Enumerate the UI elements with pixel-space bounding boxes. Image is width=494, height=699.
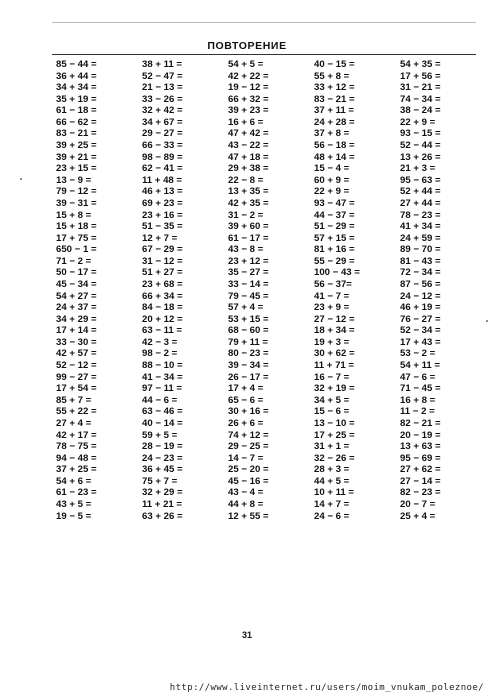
exercise: 650 − 1 =	[56, 244, 97, 256]
exercise: 63 − 46 =	[142, 406, 183, 418]
exercise: 13 + 35 =	[228, 186, 269, 198]
exercise: 21 + 3 =	[400, 163, 436, 175]
exercise: 89 − 70 =	[400, 244, 441, 256]
exercise: 27 − 14 =	[400, 475, 441, 487]
exercise: 23 + 68 =	[142, 278, 183, 290]
exercise: 62 − 41 =	[142, 163, 183, 175]
exercise: 15 + 8 =	[56, 209, 92, 221]
exercise: 71 − 2 =	[56, 255, 92, 267]
exercise: 34 + 34 =	[56, 82, 97, 94]
exercise: 82 − 23 =	[400, 487, 441, 499]
exercise: 36 + 44 =	[56, 70, 97, 82]
exercise: 17 + 4 =	[228, 383, 264, 395]
exercise: 32 + 42 =	[142, 105, 183, 117]
exercise: 84 − 18 =	[142, 302, 183, 314]
exercise: 79 − 45 =	[228, 290, 269, 302]
exercise: 78 − 23 =	[400, 209, 441, 221]
exercise: 47 + 18 =	[228, 151, 269, 163]
exercise: 98 − 2 =	[142, 348, 178, 360]
exercise: 24 − 6 =	[314, 510, 350, 522]
exercise: 46 + 19 =	[400, 302, 441, 314]
exercise: 75 + 7 =	[142, 475, 178, 487]
exercise: 61 − 23 =	[56, 487, 97, 499]
exercise: 45 − 34 =	[56, 278, 97, 290]
scan-speck	[20, 178, 22, 180]
exercise: 42 + 35 =	[228, 197, 269, 209]
exercise: 55 + 22 =	[56, 406, 97, 418]
exercise: 40 − 14 =	[142, 417, 183, 429]
exercise: 57 + 4 =	[228, 302, 264, 314]
exercise: 11 + 21 =	[142, 498, 183, 510]
exercise: 33 − 26 =	[142, 93, 183, 105]
exercise-column	[228, 59, 314, 522]
exercise: 97 − 11 =	[142, 383, 183, 395]
exercise: 15 − 6 =	[314, 406, 350, 418]
exercise: 72 − 34 =	[400, 267, 441, 279]
source-url: http://www.liveinternet.ru/users/moim_vnukam_poleznoe/	[169, 683, 484, 693]
exercise: 14 − 7 =	[228, 452, 264, 464]
exercise: 69 + 23 =	[142, 197, 183, 209]
exercise: 98 − 89 =	[142, 151, 183, 163]
exercise: 23 + 16 =	[142, 209, 183, 221]
exercise: 22 + 9 =	[400, 116, 436, 128]
exercise: 16 − 7 =	[314, 371, 350, 383]
exercise: 11 − 2 =	[400, 406, 435, 418]
exercise-column	[142, 59, 228, 522]
exercise: 82 − 21 =	[400, 417, 441, 429]
exercise: 30 + 62 =	[314, 348, 355, 360]
exercise: 34 + 67 =	[142, 116, 183, 128]
exercise: 29 − 25 =	[228, 441, 269, 453]
exercise: 43 + 5 =	[56, 498, 92, 510]
exercise: 63 + 26 =	[142, 510, 183, 522]
exercise: 20 − 19 =	[400, 429, 441, 441]
exercise: 44 − 37 =	[314, 209, 355, 221]
exercise: 18 + 34 =	[314, 325, 355, 337]
exercise: 95 − 63 =	[400, 174, 441, 186]
exercise: 93 − 47 =	[314, 197, 355, 209]
exercise: 40 − 15 =	[314, 59, 355, 70]
exercise: 71 − 45 =	[400, 383, 441, 395]
exercise: 23 + 12 =	[228, 255, 269, 267]
exercise: 39 − 31 =	[56, 197, 97, 209]
exercise: 56 − 18 =	[314, 140, 355, 152]
exercise: 44 + 5 =	[314, 475, 350, 487]
exercise: 55 + 8 =	[314, 70, 350, 82]
exercise: 17 + 54 =	[56, 383, 97, 395]
exercise: 19 − 5 =	[56, 510, 92, 522]
exercise: 24 + 28 =	[314, 116, 355, 128]
exercise: 17 + 43 =	[400, 336, 441, 348]
exercise: 39 + 25 =	[56, 140, 97, 152]
exercise: 19 + 3 =	[314, 336, 350, 348]
exercise: 10 + 11 =	[314, 487, 355, 499]
exercise: 11 + 48 =	[142, 174, 183, 186]
exercise: 51 + 27 =	[142, 267, 183, 279]
exercise: 54 + 35 =	[400, 59, 441, 70]
exercise-grid	[56, 59, 486, 522]
exercise: 17 + 75 =	[56, 232, 97, 244]
exercise: 33 + 12 =	[314, 82, 355, 94]
exercise: 35 + 19 =	[56, 93, 97, 105]
exercise: 95 − 69 =	[400, 452, 441, 464]
exercise: 43 − 4 =	[228, 487, 264, 499]
exercise: 54 + 11 =	[400, 360, 441, 372]
exercise: 61 − 17 =	[228, 232, 269, 244]
exercise: 11 + 71 =	[314, 360, 355, 372]
exercise: 27 + 44 =	[400, 197, 441, 209]
exercise: 87 − 56 =	[400, 278, 441, 290]
exercise: 83 − 21 =	[56, 128, 97, 140]
exercise: 74 + 12 =	[228, 429, 269, 441]
exercise: 32 − 26 =	[314, 452, 355, 464]
exercise-column	[56, 59, 142, 522]
exercise: 78 − 75 =	[56, 441, 97, 453]
exercise: 38 − 24 =	[400, 105, 441, 117]
exercise: 13 − 9 =	[56, 174, 92, 186]
exercise: 41 − 34 =	[142, 371, 183, 383]
exercise: 21 − 13 =	[142, 82, 183, 94]
exercise: 33 − 14 =	[228, 278, 269, 290]
exercise: 13 + 26 =	[400, 151, 441, 163]
exercise: 35 − 27 =	[228, 267, 269, 279]
exercise: 53 − 2 =	[400, 348, 436, 360]
exercise: 22 − 8 =	[228, 174, 264, 186]
exercise: 12 + 55 =	[228, 510, 269, 522]
exercise: 54 + 6 =	[56, 475, 92, 487]
exercise: 85 + 7 =	[56, 394, 92, 406]
exercise: 42 + 22 =	[228, 70, 269, 82]
exercise: 57 + 15 =	[314, 232, 355, 244]
exercise: 13 − 10 =	[314, 417, 355, 429]
exercise: 29 − 27 =	[142, 128, 183, 140]
exercise: 66 − 33 =	[142, 140, 183, 152]
exercise: 19 − 12 =	[228, 82, 269, 94]
exercise-column	[400, 59, 486, 522]
exercise: 67 − 29 =	[142, 244, 183, 256]
exercise: 20 + 12 =	[142, 313, 183, 325]
exercise: 24 − 12 =	[400, 290, 441, 302]
exercise: 47 − 6 =	[400, 371, 436, 383]
exercise: 52 − 34 =	[400, 325, 441, 337]
exercise: 50 − 17 =	[56, 267, 97, 279]
exercise: 12 + 7 =	[142, 232, 178, 244]
exercise: 56 − 37=	[314, 278, 352, 290]
scan-speck	[486, 320, 488, 322]
exercise: 23 + 9 =	[314, 302, 350, 314]
exercise: 29 + 38 =	[228, 163, 269, 175]
exercise: 99 − 27 =	[56, 371, 97, 383]
exercise: 79 + 11 =	[228, 336, 269, 348]
exercise: 41 − 7 =	[314, 290, 350, 302]
exercise: 27 + 4 =	[56, 417, 92, 429]
exercise: 33 − 30 =	[56, 336, 97, 348]
exercise: 22 + 9 =	[314, 186, 350, 198]
exercise: 25 − 20 =	[228, 464, 269, 476]
exercise: 55 − 29 =	[314, 255, 355, 267]
exercise: 54 + 27 =	[56, 290, 97, 302]
exercise: 39 + 23 =	[228, 105, 269, 117]
exercise: 66 − 62 =	[56, 116, 97, 128]
exercise: 31 − 21 =	[400, 82, 441, 94]
exercise: 54 + 5 =	[228, 59, 264, 70]
exercise: 17 + 56 =	[400, 70, 441, 82]
exercise: 44 − 6 =	[142, 394, 178, 406]
exercise: 23 + 15 =	[56, 163, 97, 175]
exercise: 28 − 19 =	[142, 441, 183, 453]
exercise: 36 + 45 =	[142, 464, 183, 476]
heading-rule	[52, 54, 476, 55]
exercise: 15 + 18 =	[56, 221, 97, 233]
exercise: 16 + 6 =	[228, 116, 264, 128]
exercise: 48 + 14 =	[314, 151, 355, 163]
exercise: 34 + 29 =	[56, 313, 97, 325]
exercise: 27 + 62 =	[400, 464, 441, 476]
exercise: 76 − 27 =	[400, 313, 441, 325]
exercise: 83 − 21 =	[314, 93, 355, 105]
exercise: 34 + 5 =	[314, 394, 350, 406]
exercise: 52 − 47 =	[142, 70, 183, 82]
exercise: 45 − 16 =	[228, 475, 269, 487]
exercise: 80 − 23 =	[228, 348, 269, 360]
exercise: 32 + 19 =	[314, 383, 355, 395]
exercise: 30 + 16 =	[228, 406, 269, 418]
exercise: 66 + 32 =	[228, 93, 269, 105]
exercise: 47 + 42 =	[228, 128, 269, 140]
exercise: 93 − 15 =	[400, 128, 441, 140]
exercise: 17 + 14 =	[56, 325, 97, 337]
exercise: 66 + 34 =	[142, 290, 183, 302]
exercise: 43 − 22 =	[228, 140, 269, 152]
exercise: 24 − 23 =	[142, 452, 183, 464]
exercise: 25 + 4 =	[400, 510, 436, 522]
exercise: 74 − 34 =	[400, 93, 441, 105]
exercise: 39 − 34 =	[228, 360, 269, 372]
exercise: 79 − 12 =	[56, 186, 97, 198]
exercise: 42 + 17 =	[56, 429, 97, 441]
exercise: 27 − 12 =	[314, 313, 355, 325]
exercise: 26 − 17 =	[228, 371, 269, 383]
exercise: 41 + 34 =	[400, 221, 441, 233]
exercise: 63 − 11 =	[142, 325, 183, 337]
exercise: 42 − 3 =	[142, 336, 178, 348]
exercise: 39 + 60 =	[228, 221, 269, 233]
exercise: 15 − 4 =	[314, 163, 350, 175]
exercise: 20 − 7 =	[400, 498, 436, 510]
exercise: 81 − 43 =	[400, 255, 441, 267]
exercise: 16 + 8 =	[400, 394, 436, 406]
exercise: 53 + 15 =	[228, 313, 269, 325]
exercise: 59 + 5 =	[142, 429, 178, 441]
exercise: 26 + 6 =	[228, 417, 264, 429]
exercise: 37 + 11 =	[314, 105, 355, 117]
exercise: 46 + 13 =	[142, 186, 183, 198]
exercise: 51 − 29 =	[314, 221, 355, 233]
exercise: 60 + 9 =	[314, 174, 350, 186]
exercise: 44 + 8 =	[228, 498, 264, 510]
page-number: 31	[241, 630, 252, 640]
exercise: 37 + 25 =	[56, 464, 97, 476]
exercise: 85 − 44 =	[56, 59, 97, 70]
page-heading: ПОВТОРЕНИЕ	[207, 40, 287, 52]
exercise: 13 + 63 =	[400, 441, 441, 453]
exercise: 14 + 7 =	[314, 498, 350, 510]
exercise: 88 − 10 =	[142, 360, 183, 372]
exercise: 65 − 6 =	[228, 394, 264, 406]
exercise: 24 + 59 =	[400, 232, 441, 244]
exercise: 28 + 3 =	[314, 464, 350, 476]
exercise: 94 − 48 =	[56, 452, 97, 464]
exercise: 42 + 57 =	[56, 348, 97, 360]
exercise: 81 + 16 =	[314, 244, 355, 256]
exercise: 51 − 35 =	[142, 221, 183, 233]
top-rule	[52, 22, 476, 23]
exercise: 52 + 44 =	[400, 186, 441, 198]
exercise: 31 + 1 =	[314, 441, 350, 453]
exercise: 38 + 11 =	[142, 59, 183, 70]
exercise: 100 − 43 =	[314, 267, 360, 279]
exercise: 68 − 60 =	[228, 325, 269, 337]
exercise: 61 − 18 =	[56, 105, 97, 117]
exercise: 31 − 2 =	[228, 209, 264, 221]
exercise: 52 − 44 =	[400, 140, 441, 152]
exercise: 37 + 8 =	[314, 128, 350, 140]
exercise: 43 − 8 =	[228, 244, 264, 256]
exercise: 32 + 29 =	[142, 487, 183, 499]
exercise-column	[314, 59, 400, 522]
exercise: 24 + 37 =	[56, 302, 97, 314]
exercise: 52 − 12 =	[56, 360, 97, 372]
exercise: 31 − 12 =	[142, 255, 183, 267]
exercise: 39 + 21 =	[56, 151, 97, 163]
exercise: 17 + 25 =	[314, 429, 355, 441]
